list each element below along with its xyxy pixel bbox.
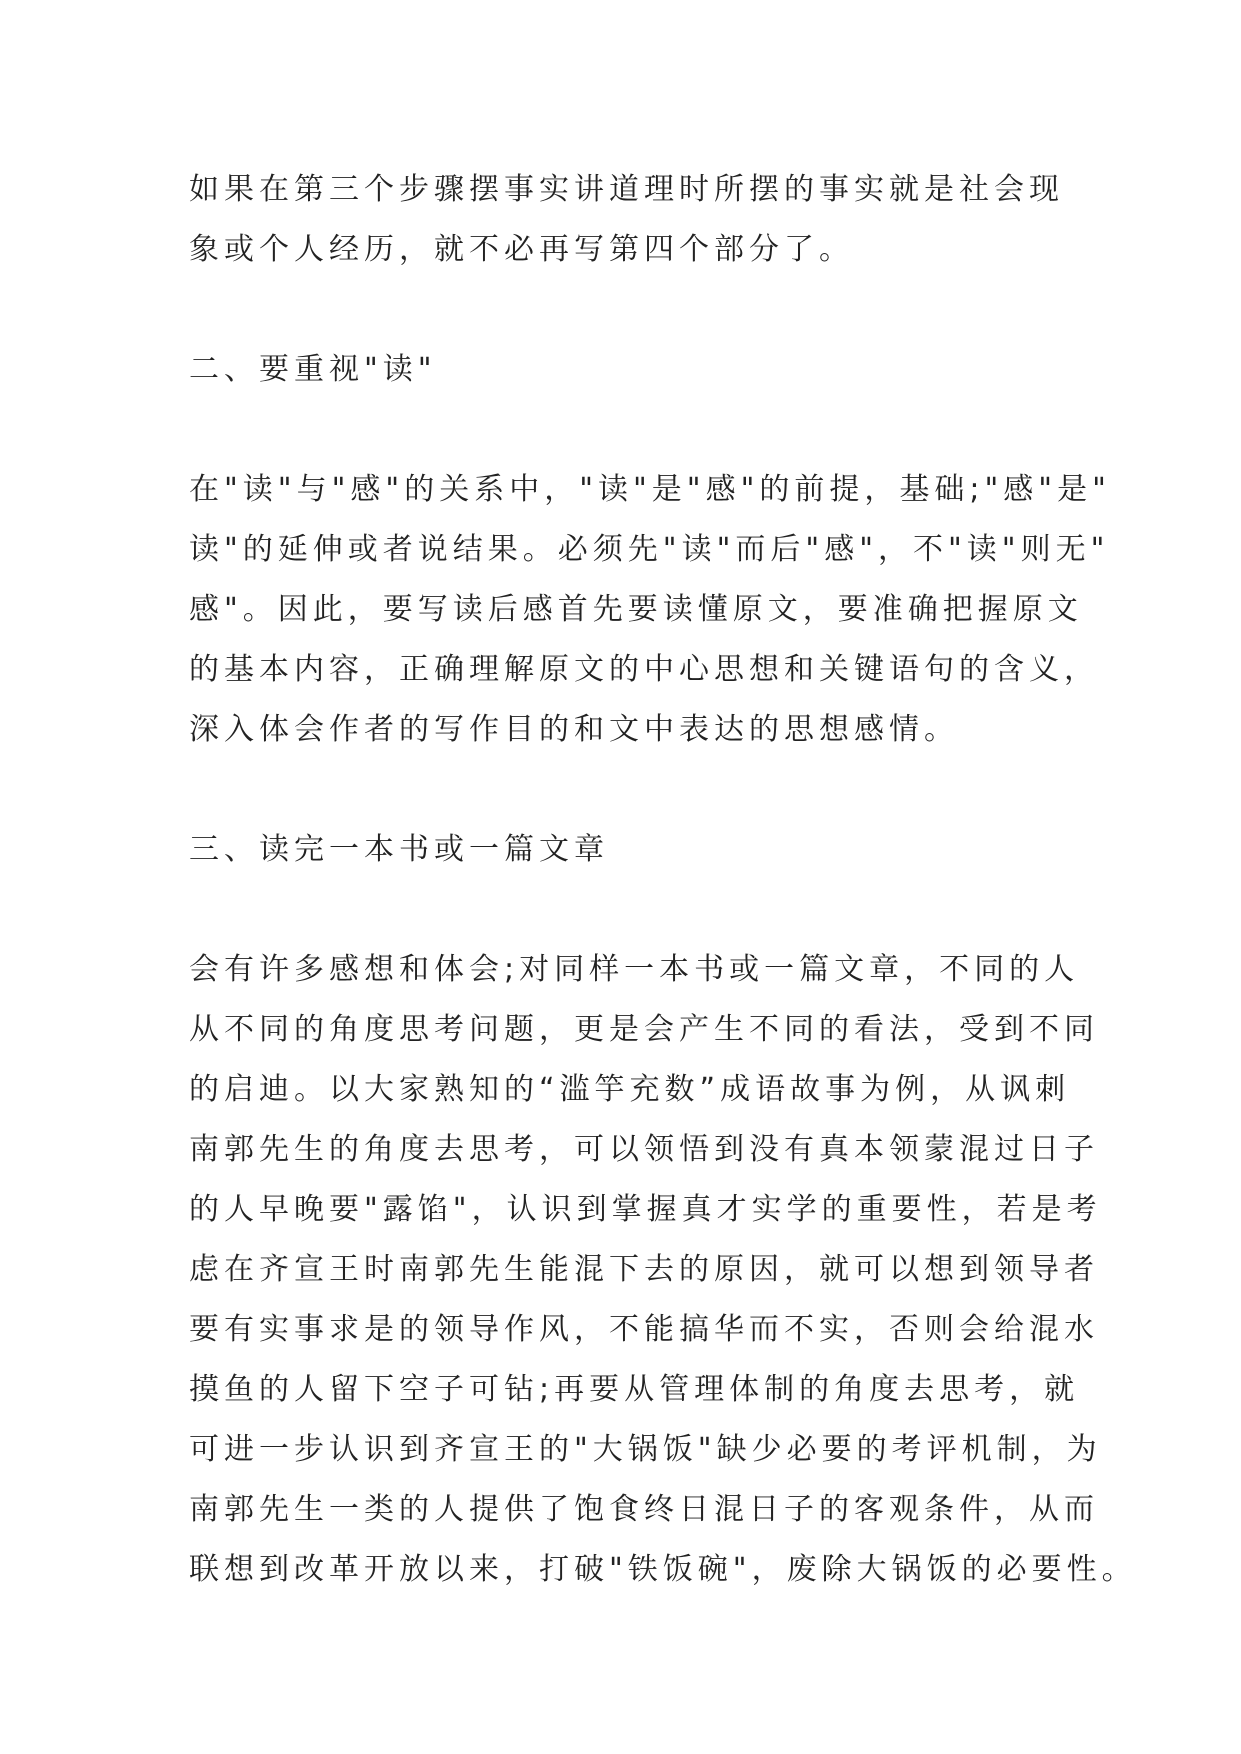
text-line: 读"的延伸或者说结果。必须先"读"而后"感"，不"读"则无" xyxy=(189,532,1110,567)
heading-text: 三、读完一本书或一篇文章 xyxy=(189,832,609,867)
text-line: 可进一步认识到齐宣王的"大锅饭"缺少必要的考评机制，为 xyxy=(189,1432,1102,1467)
document-body xyxy=(189,160,1137,1600)
text-line: 从不同的角度思考问题，更是会产生不同的看法，受到不同 xyxy=(189,1012,1099,1047)
text-line: 的启迪。以大家熟知的“滥竽充数”成语故事为例，从讽刺 xyxy=(189,1072,1071,1107)
text-line: 虑在齐宣王时南郭先生能混下去的原因，就可以想到领导者 xyxy=(189,1252,1099,1287)
text-line: 会有许多感想和体会;对同样一本书或一篇文章，不同的人 xyxy=(189,952,1080,987)
text-line: 在"读"与"感"的关系中，"读"是"感"的前提，基础;"感"是" xyxy=(189,472,1111,507)
text-line: 的基本内容，正确理解原文的中心思想和关键语句的含义， xyxy=(189,652,1099,687)
text-line: 南郭先生一类的人提供了饱食终日混日子的客观条件，从而 xyxy=(189,1492,1099,1527)
text-line: 联想到改革开放以来，打破"铁饭碗"，废除大锅饭的必要性。 xyxy=(189,1552,1137,1587)
text-line: 摸鱼的人留下空子可钻;再要从管理体制的角度去思考，就 xyxy=(189,1372,1080,1407)
text-line: 如果在第三个步骤摆事实讲道理时所摆的事实就是社会现 xyxy=(189,172,1064,207)
paragraph-intro xyxy=(189,160,1064,280)
paragraph-story xyxy=(189,940,1137,1600)
text-line: 南郭先生的角度去思考，可以领悟到没有真本领蒙混过日子 xyxy=(189,1132,1099,1167)
text-line: 深入体会作者的写作目的和文中表达的思想感情。 xyxy=(189,712,959,747)
paragraph-reading xyxy=(189,460,1111,760)
text-line: 要有实事求是的领导作风，不能搞华而不实，否则会给混水 xyxy=(189,1312,1099,1347)
text-line: 感"。因此，要写读后感首先要读懂原文，要准确把握原文 xyxy=(189,592,1083,627)
heading-text: 二、要重视"读" xyxy=(189,352,437,387)
text-line: 象或个人经历，就不必再写第四个部分了。 xyxy=(189,232,854,267)
text-line: 的人早晚要"露馅"，认识到掌握真才实学的重要性，若是考 xyxy=(189,1192,1102,1227)
section-heading-2 xyxy=(189,340,1051,400)
section-heading-3 xyxy=(189,820,1051,880)
